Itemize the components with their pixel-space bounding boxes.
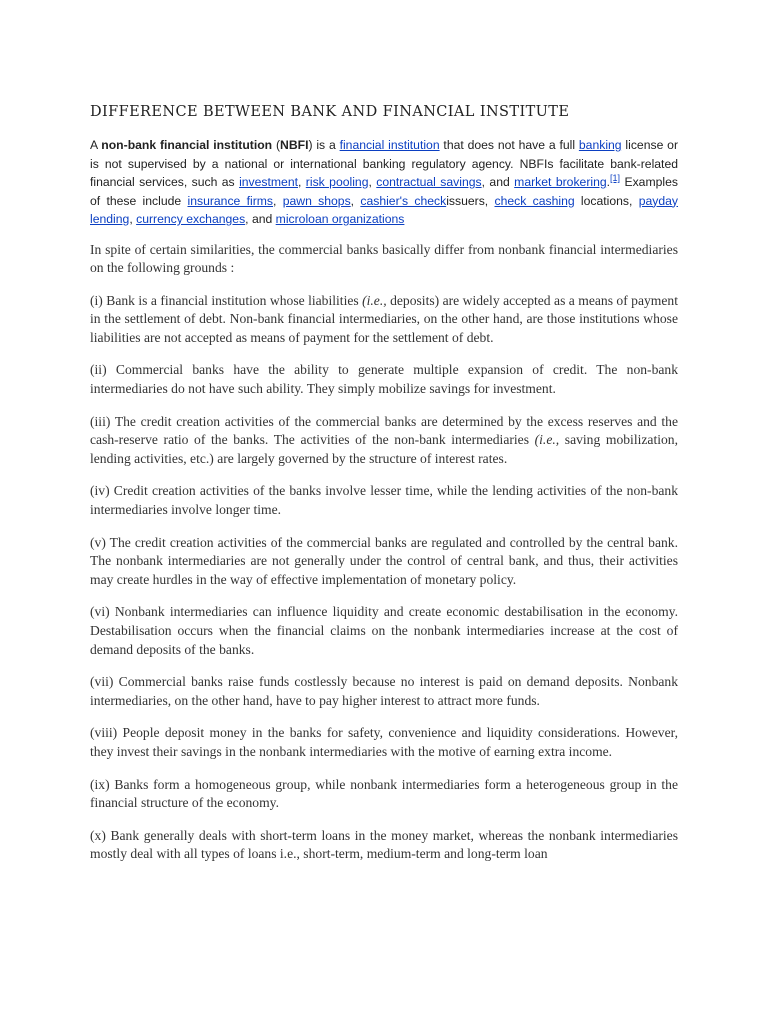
link-pawn-shops[interactable]: pawn shops	[282, 193, 351, 208]
intro-text: .	[606, 175, 611, 189]
footnote-link[interactable]: [1]	[610, 172, 621, 183]
point-text: saving mobilization, lending activities, etc.) are largely governed by the structure of interest rates.	[90, 432, 679, 466]
intro-separator: ,	[129, 212, 137, 226]
intro-separator: ,	[298, 175, 306, 189]
intro-text: that does not have a full	[439, 138, 579, 152]
intro-separator: ,	[368, 175, 377, 189]
intro-text: (	[272, 138, 281, 152]
intro-text: Examples of these include	[90, 175, 678, 208]
point-3-paragraph	[90, 413, 678, 469]
intro-text: , and	[245, 212, 276, 226]
document-title: DIFFERENCE BETWEEN BANK AND FINANCIAL INSTITUTE	[90, 104, 570, 120]
link-investment[interactable]: investment	[239, 175, 298, 189]
point-text: deposits) are widely accepted as a means of payment in the settlement of debt. Non-bank financial intermediaries, on the other hand, are those institutions whose liabilities are not accepted as means of payment for the settlement of debt.	[90, 292, 678, 345]
intro-text: locations,	[574, 193, 639, 208]
intro-separator: ,	[350, 193, 361, 208]
intro-text: , and	[481, 175, 515, 189]
intro-text: ) is a	[308, 138, 340, 152]
nbfi-term: non-bank financial institution	[101, 138, 273, 152]
point-text: (iii) The credit creation activities of the commercial banks are determined by the excess reserves and the cash-reserve ratio of the banks. The activities of the non-bank intermediaries	[90, 413, 678, 448]
intro-text: issuers,	[446, 193, 495, 208]
italic-ie: (i.e.,	[534, 432, 560, 448]
point-text: (i) Bank is a financial institution whose liabilities	[90, 292, 363, 308]
document-page	[90, 104, 678, 878]
lead-paragraph: In spite of certain similarities, the commercial banks basically differ from nonbank financial intermediaries on the following grounds :	[90, 241, 678, 276]
link-contractual-savings[interactable]: contractual savings	[376, 175, 482, 189]
link-payday-lending[interactable]: payday lending	[90, 193, 679, 226]
point-7-paragraph: (vii) Commercial banks raise funds costlessly because no interest is paid on demand deposits. Nonbank intermediaries, on the other hand, have to pay higher interest to attract more funds.	[90, 674, 678, 708]
point-5-paragraph: (v) The credit creation activities of the commercial banks are regulated and controlled by the central bank. The nonbank intermediaries are not generally under the control of central bank, and thus, their activities may create hurdles in the way of effective implementation of monetary policy.	[90, 534, 678, 587]
link-financial-institution[interactable]: financial institution	[339, 138, 440, 152]
point-8-paragraph: (viii) People deposit money in the banks for safety, convenience and liquidity considerations. However, they invest their savings in the nonbank intermediaries with the motive of earning extra income.	[90, 725, 678, 759]
link-check-cashing[interactable]: check cashing	[494, 193, 575, 208]
point-10-paragraph: (x) Bank generally deals with short-term loans in the money market, whereas the nonbank intermediaries mostly deal with all types of loans i.e., short-term, medium-term and long-term loan	[90, 827, 678, 862]
intro-text: A	[90, 138, 102, 152]
point-9-paragraph: (ix) Banks form a homogeneous group, while nonbank intermediaries form a heterogeneous group in the financial structure of the economy.	[90, 776, 678, 811]
link-banking[interactable]: banking	[578, 138, 622, 152]
point-2-paragraph: (ii) Commercial banks have the ability to generate multiple expansion of credit. The non-bank intermediaries do not have such ability. They simply mobilize savings for investment.	[90, 362, 678, 397]
intro-paragraph	[90, 136, 678, 229]
point-1-paragraph	[90, 292, 678, 348]
footnote-marker	[610, 173, 620, 183]
nbfi-abbr: NBFI	[280, 138, 309, 152]
italic-ie: (i.e.,	[362, 292, 387, 308]
intro-separator: ,	[273, 193, 283, 208]
link-microloan-organizations[interactable]: microloan organizations	[275, 212, 405, 226]
link-cashiers-check[interactable]: cashier's check	[360, 193, 447, 208]
point-4-paragraph: (iv) Credit creation activities of the banks involve lesser time, while the lending activities of the non-bank intermediaries involve longer time.	[90, 483, 678, 518]
point-6-paragraph: (vi) Nonbank intermediaries can influence liquidity and create economic destabilisation in the economy. Destabilisation occurs when the financial claims on the nonbank intermediaries increase at the cost of demand deposits of the banks.	[90, 604, 678, 657]
link-risk-pooling[interactable]: risk pooling	[305, 175, 369, 189]
link-market-brokering[interactable]: market brokering	[514, 175, 607, 189]
link-currency-exchanges[interactable]: currency exchanges	[136, 212, 246, 226]
intro-text: license or is not supervised by a national or international banking regulatory agency. NBFIs facilitate bank-related financial services, such as	[90, 138, 679, 189]
link-insurance-firms[interactable]: insurance firms	[187, 193, 274, 208]
